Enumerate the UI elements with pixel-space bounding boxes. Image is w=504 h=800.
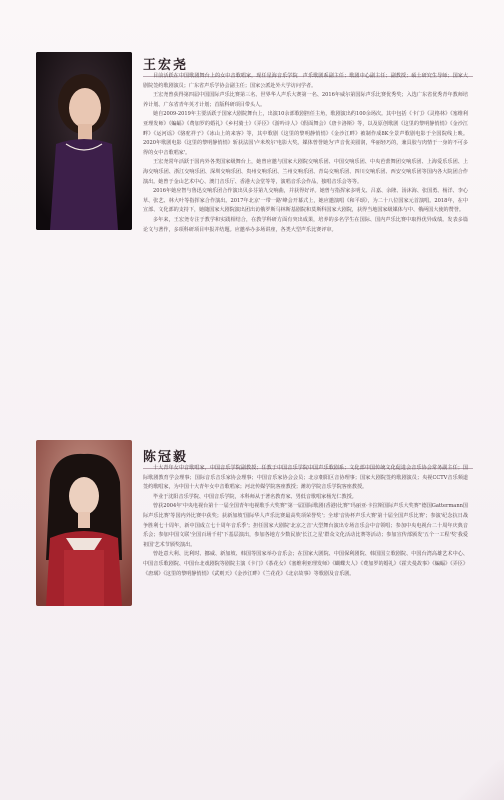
bio-paragraph: 曾赴意大利、比利时、挪威、新加坡、韩国等国家举办音乐会；在国家大剧院、中国保利剧院、韩国国立歌剧院、中国台湾高雄艺术中心、中国音乐歌剧院、中国台北戏剧院等剧院主演《卡门》《茶花女》《塞维利亚理发师》《蝴蝶夫人》《费加罗的婚礼》《霍夫曼故事》《蝙蝠》《弄臣》《唐璜》《这里的黎明静悄悄》《武则天》《金沙江畔》《兰花花》《北京故事》等歌剧及音乐剧。 xyxy=(143,551,468,577)
bio-paragraph: 曾获2004年'中央电视台第十一届全国青年电视歌手大奖赛''第一届国际歌剧(香港)比赛''玛丽亚·卡拉斯国际声乐大奖赛''德国Gattermann国际声乐比赛'等国内外比赛中获奖；获新加坡'国际华人声乐比赛最高奖项荣誉奖'；全球'音协杯声乐大赛'第十届全国声乐比赛'；参演'纪念抗日战争胜利七十周年，新中国成立七十周年音乐季'；担任国家大剧院'北京之音'大型舞台演出专场音乐会中音领唱；参加中央电视台二十周年庆典音乐会；参加中国文联'全国百场千村'下基层演出，参加各地方少数民族'长江之星'群众文化活动比赛等活动；参加宣传部颁发'五个一工程'奖'我爱祖国'艺术节颁奖演出。 xyxy=(143,503,468,548)
profile-section-2 xyxy=(0,400,504,800)
person-2-bio xyxy=(143,464,468,579)
decorative-corner xyxy=(444,760,504,800)
bio-paragraph: 目前活跃在中国歌剧舞台上的女中音歌唱家，现任星海音乐学院 声乐歌剧系副主任；歌剧中心副主任；副教授；硕士研究生导师；国家大剧院签约歌剧演员；广东省声乐学协会副主任；国家公派赴外大学访问学者。 xyxy=(143,73,468,89)
bio-paragraph: 王宏尧曾获得第四届中国国际声乐比赛第三名、世界华人声乐大赛第一名、2016年威尔第国际声乐比赛优秀奖；入选广东省优秀青年教师培养计划、广东省青年英才计划；首版科研项目带头人。 xyxy=(143,92,468,108)
person-1-bio xyxy=(143,72,468,235)
person-1-name: 王宏尧 xyxy=(143,58,189,73)
portrait-photo-2 xyxy=(36,440,132,606)
portrait-photo-1 xyxy=(36,52,132,230)
person-2-name: 陈冠毅 xyxy=(143,450,189,465)
bio-paragraph: 多年来，王宏尧专注于教学和实践相结合，在教学科研方面有突出成果，培养的多名学生在国际、国内声乐比赛中取得优异成绩。发表多篇论文与著作，多项科研项目申报并结题。应邀举办多场讲座，各类大型声乐比赛评审。 xyxy=(143,216,468,233)
bio-paragraph: 2016年她应智与鲁迅交响乐团合作演出贝多芬第九交响曲，并获得好评。她曾与指挥家多明戈、吕嘉、余隆、汤沐海、张国勇、杨洋、李心草、张艺、林大叶等指挥家合作演出。2017年北京'一带一路'峰会开幕式上，她应邀演唱《和平颂》，为二十八位国家元首演唱。2018年，在中宣部、文化部的支持下，她随国家大剧院演出团出访俄罗斯马林斯基剧院和莫斯科国家大剧院，获得当地国家级媒体与中、俄两国大使的赞誉。 xyxy=(143,188,468,214)
bio-paragraph: 王宏尧常年活跃于国内外各类国家级舞台上，她曾应邀与国家大剧院交响乐团、中国交响乐团、中央芭蕾舞团交响乐团、上海爱乐乐团、上海交响乐团、浙江交响乐团、深圳交响乐团、贵州交响乐团、兰州交响乐团、青岛交响乐团、四川交响乐团、西安交响乐团等国内各大院团合作演出。她曾于金山艺术中心、澳门音乐厅、香港大会堂等等，演唱音乐会作品，独唱音乐会等等。 xyxy=(143,159,468,185)
bio-paragraph: 十大青年女中音歌唱家，中国音乐学院副教授；任教于中国音乐学院中国声乐歌剧系；文化部中国传统文化促进会音乐协会常务副主任；国际歌剧教育学会理事；国际音乐音乐家协会理事；中国音乐家协会会员；北京朝阳区音协理事；国家大剧院签约歌剧演员；央视CCTV音乐频道签约歌唱家，为中国十大青年女中音歌唱家；河北传媒学院客座教授；潍坊学院音乐学院客座教授。 xyxy=(143,465,468,491)
bio-paragraph: 毕业于沈阳音乐学院、中国音乐学院，本科师从于著名教育家、男低音歌唱家杨光仁教授。 xyxy=(153,493,357,500)
bio-paragraph: 她自2009-2019年主要活跃于国家大剧院舞台上，出演10余部歌剧担任主角，歌剧演出约100余场次。其中包括《卡门》《灵格林》《塞维利亚理发师》《蝙蝠》《费加罗的婚礼》《乡村骑士》《弄臣》《游吟诗人》《假面舞会》《唐卡洛斯》等，以及原创歌剧《这里的黎明静悄悄》《金沙江畔》《运河谣》《骆驼祥子》《冰山上的来客》等，其中歌剧《这里的黎明静悄悄》《金沙江畔》被制作成8K全景声歌剧电影于全国院线上映。2020年歌剧电影《这里的黎明静悄悄》斩获法国'卢米埃尔'电影大奖。媒体曾誉她为'声音优美圆润，华丽轻巧的，兼具胶与肉情于一身的不可多得的女中音歌唱家'。 xyxy=(143,111,468,156)
